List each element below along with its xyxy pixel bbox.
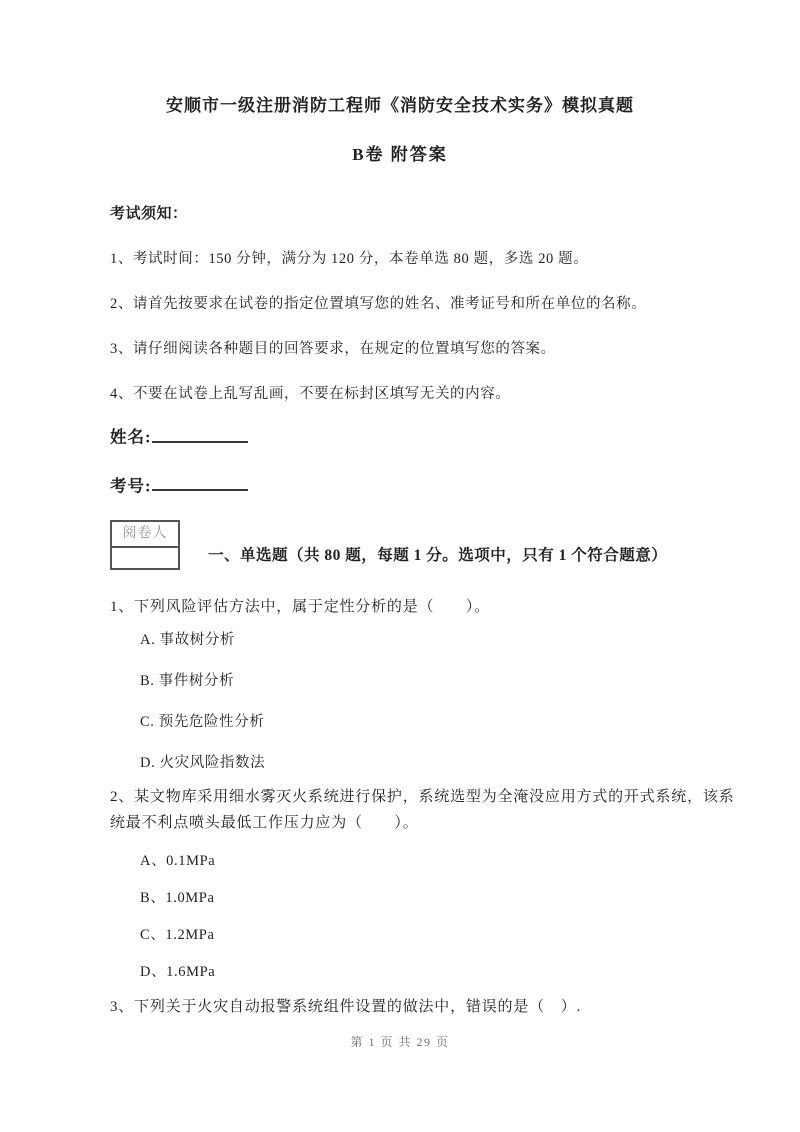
question-1-option-c: C. 预先危险性分析 — [140, 714, 265, 730]
exam-number-blank-line — [152, 473, 248, 492]
grader-box-empty-cell — [112, 548, 178, 568]
notice-item-1: 1、考试时间：150 分钟，满分为 120 分，本卷单选 80 题，多选 20 题。 — [110, 251, 589, 267]
notice-item-4: 4、不要在试卷上乱写乱画，不要在标封区填写无关的内容。 — [110, 386, 511, 402]
question-1-option-a: A. 事故树分析 — [140, 632, 236, 648]
exam-number-field-row — [110, 473, 742, 499]
question-1 — [110, 594, 742, 774]
page-content — [110, 203, 742, 1020]
notice-heading: 考试须知： — [110, 206, 188, 222]
exam-number-label: 考号: — [110, 476, 152, 495]
question-2-text: 2、某文物库采用细水雾灭火系统进行保护，系统选型为全淹没应用方式的开式系统，该系统最不利点喷头最低工作压力应为（ ）。 — [110, 789, 735, 831]
question-1-text: 1、下列风险评估方法中，属于定性分析的是（ ）。 — [110, 599, 491, 615]
notice-item-2: 2、请首先按要求在试卷的指定位置填写您的姓名、准考证号和所在单位的名称。 — [110, 296, 647, 312]
page-number-footer: 第 1 页 共 29 页 — [350, 1035, 450, 1049]
question-1-option-d: D. 火灾风险指数法 — [140, 755, 266, 771]
question-3-text: 3、下列关于火灾自动报警系统组件设置的做法中，错误的是（ ）. — [110, 999, 582, 1015]
name-label: 姓名: — [110, 427, 152, 447]
name-blank-line — [152, 424, 248, 443]
question-2-option-d: D、1.6MPa — [140, 964, 216, 980]
question-3 — [110, 994, 742, 1020]
question-2-option-a: A、0.1MPa — [140, 853, 216, 869]
section-heading: 一、单选题（共 80 题，每题 1 分。选项中，只有 1 个符合题意） — [208, 547, 668, 564]
grader-box-label: 阅卷人 — [112, 522, 178, 548]
grader-section-row — [110, 520, 742, 570]
question-1-option-b: B. 事件树分析 — [140, 673, 235, 689]
question-2-option-b: B、1.0MPa — [140, 890, 215, 906]
notice-item-3: 3、请仔细阅读各种题目的回答要求，在规定的位置填写您的答案。 — [110, 341, 556, 357]
grader-score-box — [110, 520, 180, 570]
name-field-row — [110, 424, 742, 450]
question-2 — [110, 784, 742, 983]
question-2-option-c: C、1.2MPa — [140, 927, 215, 943]
exam-subtitle: B卷 附答案 — [352, 145, 448, 164]
exam-title: 安顺市一级注册消防工程师《消防安全技术实务》模拟真题 — [166, 96, 634, 115]
